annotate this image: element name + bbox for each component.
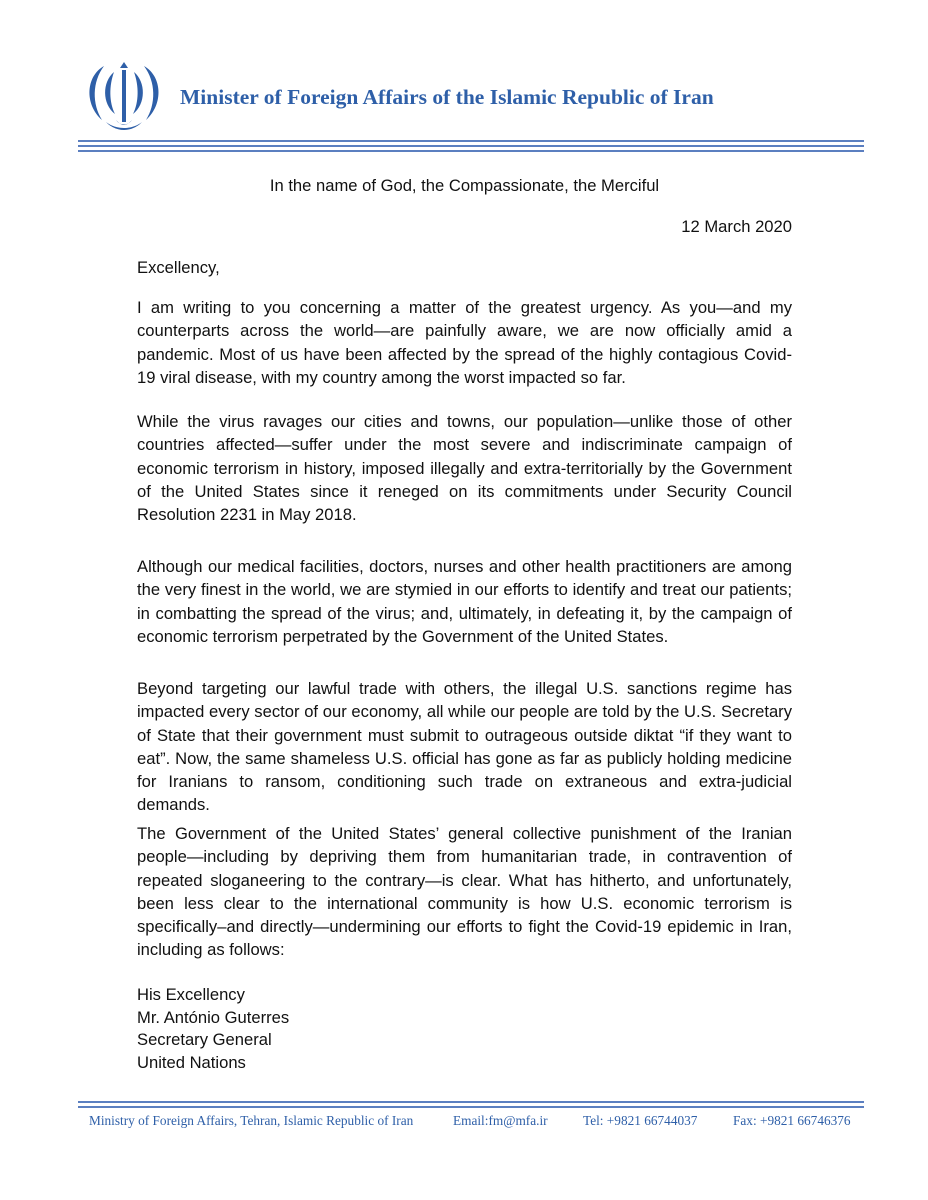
paragraph: The Government of the United States’ general collective punishment of the Iranian people—including by depriving them from humanitarian trade, in contravention of repeated sloganeering to the contrary—is clear. What has hitherto, and unfortunately, been less clear to the international community is how U.S. economic terrorism is specifically–and directly—undermining our efforts to fight the Covid-19 epidemic in Iran, including as follows: xyxy=(137,824,792,960)
addressee-block xyxy=(137,984,792,1074)
paragraph: Although our medical facilities, doctors, nurses and other health practitioners are among the very finest in the world, we are stymied in our efforts to identify and treat our patients; in combatting the spread of the virus; and, ultimately, in defeating it, by the campaign of economic terrorism perpetrated by the Government of the United States. xyxy=(137,557,792,646)
header-rule xyxy=(78,140,864,142)
footer-fax: Fax: +9821 66746376 xyxy=(733,1113,851,1128)
addressee-line: United Nations xyxy=(137,1052,246,1072)
header-rule xyxy=(78,150,864,152)
ministry-title: Minister of Foreign Affairs of the Islamic Republic of Iran xyxy=(180,85,714,109)
footer-address: Ministry of Foreign Affairs, Tehran, Islamic Republic of Iran xyxy=(89,1113,414,1128)
addressee-line: Secretary General xyxy=(137,1030,272,1050)
invocation: In the name of God, the Compassionate, the Merciful xyxy=(269,176,660,195)
footer-email: Email:fm@mfa.ir xyxy=(453,1113,548,1128)
paragraph: While the virus ravages our cities and towns, our population—unlike those of other countries affected—suffer under the most severe and indiscriminate campaign of economic terrorism in history, imposed illegally and extra-territorially by the Government of the United States since it reneged on its commitments under Security Council Resolution 2231 in May 2018. xyxy=(137,412,792,525)
header-rule xyxy=(78,145,864,147)
footer-rule xyxy=(78,1101,864,1103)
iran-emblem-icon xyxy=(82,60,166,130)
paragraph: Beyond targeting our lawful trade with others, the illegal U.S. sanctions regime has impacted every sector of our economy, all while our people are told by the U.S. Secretary of State that their government must submit to outrageous outside diktat “if they want to eat”. Now, the same shameless U.S. official has gone as far as publicly holding medicine for Iranians to ransom, conditioning such trade on extraneous and extra-judicial demands. xyxy=(137,679,792,815)
footer xyxy=(89,1113,854,1133)
addressee-line: Mr. António Guterres xyxy=(137,1007,290,1027)
footer-rule xyxy=(78,1106,864,1108)
paragraph: I am writing to you concerning a matter of the greatest urgency. As you—and my counterparts across the world—are painfully aware, we are now officially amid a pandemic. Most of us have been affected by the spread of the highly contagious Covid-19 viral disease, with my country among the worst impacted so far. xyxy=(137,298,792,387)
salutation: Excellency, xyxy=(137,258,220,277)
addressee-line: His Excellency xyxy=(137,985,245,1004)
footer-tel: Tel: +9821 66744037 xyxy=(583,1113,698,1128)
letter-date: 12 March 2020 xyxy=(681,217,792,236)
